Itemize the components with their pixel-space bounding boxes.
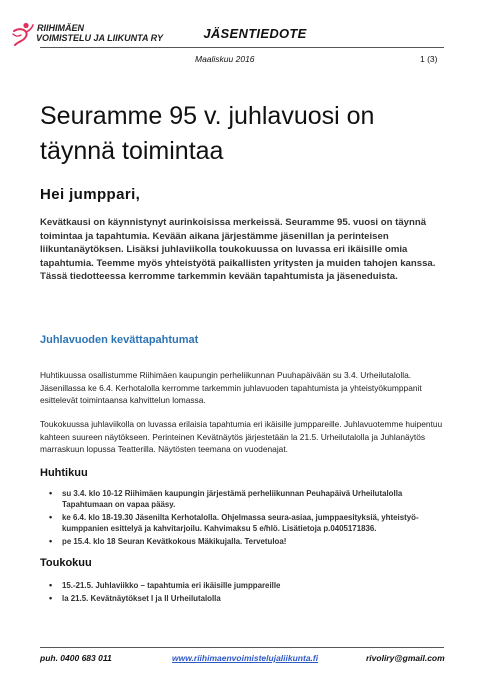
document-title: JÄSENTIEDOTE bbox=[203, 26, 307, 41]
april-event-list bbox=[62, 488, 447, 549]
greeting-heading: Hei jumppari, bbox=[40, 186, 141, 203]
list-item: • pe 15.4. klo 18 Seuran Kevätkokous Mäkikujalla. Tervetuloa! bbox=[62, 536, 447, 547]
list-item: • ke 6.4. klo 18-19.30 Jäsenilta Kerhotalolla. Ohjelmassa seura-asiaa, jumppaesityksiä, yhteistyö-kumppanien esittelyä ja kahvitarjoilu. Kahvimaksu 5 e/hlö. Lisätietoja p.0405171836. bbox=[62, 512, 447, 534]
paragraph-may-events: Toukokuussa juhlaviikolla on luvassa erilaisia tapahtumia eri ikäisille jumppareille. Juhlavuotemme huipentuu kahteen suureen näytökseen. Perinteinen Kevätnäytös järjestetään la 21.5. Urheilutalolla ja Juhlanäytös marraskuun lopussa Teatterilla. Näytösten teemana on vuodenajat. bbox=[40, 419, 443, 455]
gymnast-logo-icon bbox=[12, 22, 34, 46]
may-event-list bbox=[62, 580, 447, 606]
org-name-line2: VOIMISTELU JA LIIKUNTA RY bbox=[36, 33, 164, 43]
april-heading: Huhtikuu bbox=[40, 467, 88, 479]
page-title: Seuramme 95 v. juhlavuosi on täynnä toimintaa bbox=[40, 102, 375, 165]
issue-month: Maaliskuu 2016 bbox=[195, 54, 255, 64]
page-number: 1 (3) bbox=[420, 54, 438, 64]
website-link[interactable]: www.riihimaenvoimistelujaliikunta.fi bbox=[172, 653, 319, 663]
org-logo bbox=[12, 22, 192, 50]
footer-phone: puh. 0400 683 011 bbox=[40, 653, 112, 663]
list-item: • 15.-21.5. Juhlaviikko – tapahtumia eri ikäisille jumppareille bbox=[62, 580, 447, 591]
may-heading: Toukokuu bbox=[40, 557, 92, 569]
list-item: • su 3.4. klo 10-12 Riihimäen kaupungin järjestämä perheliikunnan Peuhapäivä Urheilutalolla Tapahtumaan on vapaa pääsy. bbox=[62, 488, 447, 510]
section-heading: Juhlavuoden kevättapahtumat bbox=[40, 334, 199, 346]
intro-paragraph: Kevätkausi on käynnistynyt aurinkoisissa merkeissä. Seuramme 95. vuosi on täynnä toimintaa ja tapahtumia. Kevään aikana järjestämme jäsenillan ja perinteisen liikuntanäytöksen. Lisäksi juhlaviikolla toukokuussa on luvassa eri ikäisille omia tapahtumia. Teemme myös yhteistyötä paikallisten yritysten ja muiden tahojen kanssa. Tässä tiedotteessa kerromme tarkemmin kevään tapahtumista ja jäseneduista. bbox=[40, 217, 436, 283]
footer-email: rivoliry@gmail.com bbox=[366, 653, 445, 663]
paragraph-april-events: Huhtikuussa osallistumme Riihimäen kaupungin perheliikunnan Puuhapäivään su 3.4. Urheilutalolla. Jäsenillassa ke 6.4. Kerhotalolla kerromme tarkemmin juhlavuoden tapahtumista ja yhteistyökumppanit esittelevät toimintaansa kahvittelun lomassa. bbox=[40, 370, 422, 406]
org-name-line1: RIIHIMÄEN bbox=[37, 23, 84, 33]
header-divider bbox=[40, 47, 444, 48]
footer-divider bbox=[40, 647, 444, 648]
list-item: • la 21.5. Kevätnäytökset I ja II Urheilutalolla bbox=[62, 593, 447, 604]
